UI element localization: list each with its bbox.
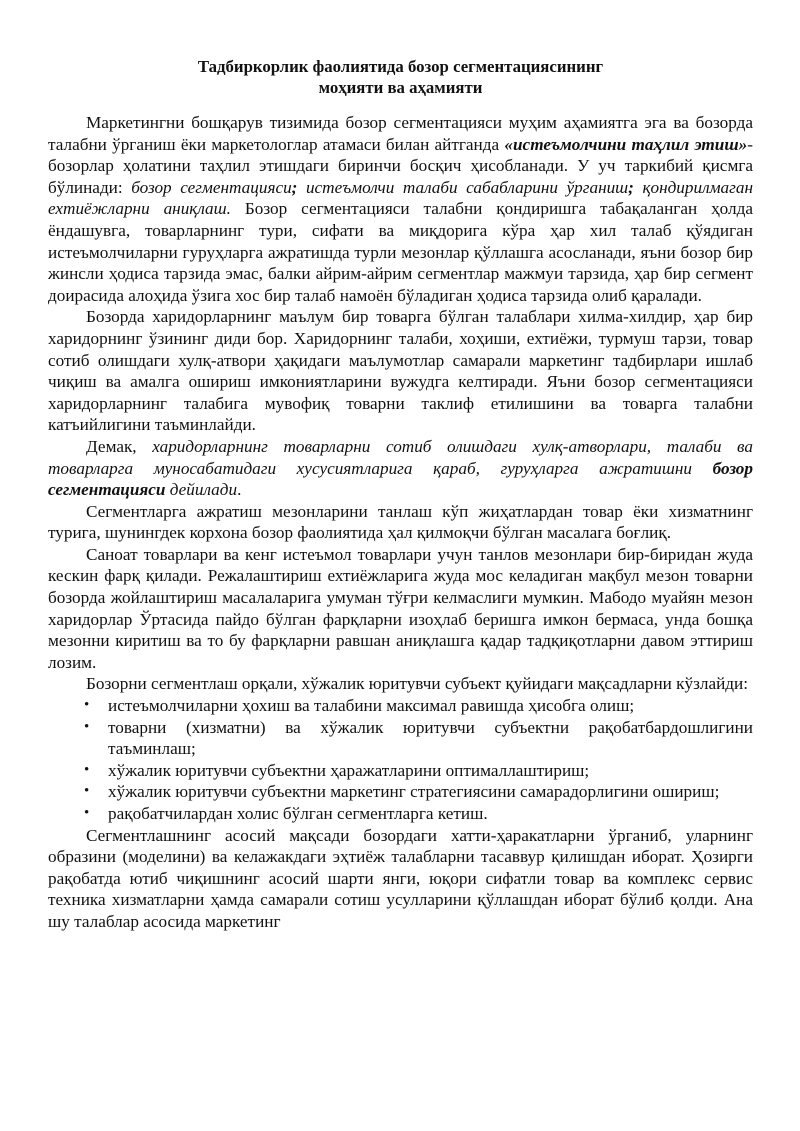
paragraph-4: Сегментларга ажратиш мезонларини танлаш кўп жиҳатлардан товар ёки хизматнинг турига, шунингдек корхона бозор фаолиятида ҳал қилмоқчи бўлган масалага боғлиқ. xyxy=(48,501,753,543)
paragraph-6: Бозорни сегментлаш орқали, хўжалик юритувчи субъект қуйидаги мақсадларни кўзлайди: xyxy=(86,674,748,694)
bullet-icon: • xyxy=(84,718,90,735)
paragraph-1 xyxy=(48,112,753,306)
bullet-text: истеъмолчиларни ҳохиш ва талабини максимал равишда ҳисобга олиш; xyxy=(108,696,635,716)
bullet-item xyxy=(48,803,753,825)
p1-text-i: Бозор сегментацияси талабни қондиришга табақаланган ҳолда ёндашувга, товарларнинг тури, сифати ва миқдорига кўра ҳар хил талаб қўядиган истеъмолчиларни гуруҳларга ажратишда турли мезонлар қўллашга асосланади, яъни бозор бир жинсли ҳодиса тарзида эмас, балки айрим-айрим сегментлар мажмуи тарзида, ҳар бир сегмент доирасида алоҳида ўзига хос бир талаб намоён бўладиган ҳодиса тарзида олиб қаралади. xyxy=(48,199,753,305)
paragraph-2: Бозорда харидорларнинг маълум бир товарга бўлган талаблари хилма-хилдир, ҳар бир харидорнинг ўзининг диди бор. Харидорнинг талаби, хоҳиши, ехтиёжи, турмуш тарзи, товар сотиб олишдаги хулқ-атвори ҳақидаги маълумотлар самарали маркетинг тадбирлари ишлаб чиқиш ва амалга ошириш имкониятларини вужудга келтиради. Яъни бозор сегментацияси харидорларнинг талабига мувофиқ товарни таклиф етилишини ва товарга талабни катъийлигини таъминлайди. xyxy=(48,307,753,435)
p3-text-a: Демак, xyxy=(86,436,153,456)
document-title xyxy=(48,56,753,98)
bullet-text: товарни (хизматни) ва хўжалик юритувчи субъектни рақобатбардошлигини таъминлаш; xyxy=(108,717,753,759)
title-line-2: моҳияти ва аҳамияти xyxy=(318,78,483,97)
p1-text-a: Маркетингни бошқарув тизимида бозор сегментацияси муҳим аҳамиятга эга ва бозорда талабни ўрганиш ёки маркетологлар атамаси билан айтганда xyxy=(48,113,753,154)
p1-italic-term-1: бозор сегментацияси xyxy=(131,177,292,197)
bullet-item xyxy=(48,760,753,782)
p3-period: . xyxy=(237,480,242,500)
p1-semicolon-2: ; xyxy=(628,177,634,197)
p1-text-c: - бозорлар ҳолатини таҳлил этишдаги биринчи босқич ҳисобланади. У уч таркибий қисмга бўлинади: xyxy=(48,134,753,197)
bullet-icon: • xyxy=(84,805,90,821)
bullet-text: рақобатчилардан холис бўлган сегментларга кетиш. xyxy=(108,804,488,823)
title-line-1: Тадбиркорлик фаолиятида бозор сегментациясининг xyxy=(197,57,604,76)
bullet-icon: • xyxy=(84,783,90,800)
document-page xyxy=(48,56,753,933)
p1-bold-italic-term: «истеъмолчини таҳлил этиш» xyxy=(504,134,748,154)
bullet-item xyxy=(48,695,753,717)
bullet-text: хўжалик юритувчи субъектни маркетинг стратегиясини самарадорлигини ошириш; xyxy=(108,782,720,802)
p1-semicolon-1: ; xyxy=(291,177,298,197)
paragraph-7: Сегментлашнинг асосий мақсади бозордаги хатти-ҳаракатларни ўрганиб, уларнинг образини (моделини) ва келажакдаги эҳтиёж талабларни тасаввур қилишдан иборат. Ҳозирги рақобатда ютиб чиқишнинг асосий шарти янги, юқори сифатли товар ва комплекс сервис техника хизматларни ҳамда самарали сотиш усулларини қўллашдан иборат бўлиб қолди. Ана шу талаблар асосида маркетинг xyxy=(48,825,753,931)
bullet-text: хўжалик юритувчи субъектни ҳаражатларини оптималлаштириш; xyxy=(108,760,590,780)
p1-italic-term-3: қондирилмаган ехтиёжларни аниқлаш. xyxy=(48,177,753,219)
p3-italic-definition: харидорларнинг товарларни сотиб олишдаги хулқ-атворлари, талаби ва товарларга муносабатидаги хусусиятларига қараб, гуруҳларга ажратишни xyxy=(48,436,753,478)
paragraph-5: Саноат товарлари ва кенг истеъмол товарлари учун танлов мезонлари бир-биридан жуда кескин фарқ қилади. Режалаштириш ехтиёжларига жуда мос келадиган мақбул мезон товарни бозорда жойлаштириш масалаларига умуман тўғри келмаслиги мумкин. Мабодо муайян мезон харидорлар Ўртасида пайдо бўлган фарқларни изоҳлаб беришга имкон бермаса, унда бошқа мезонни киритиш ва то бу фарқларни равшан аниқлашга қадар тадқиқотларни давом эттириш лозим. xyxy=(48,544,753,672)
bullet-item xyxy=(48,781,753,803)
bullet-item xyxy=(48,717,753,760)
p1-italic-term-2: истеъмолчи талаби сабабларини ўрганиш xyxy=(297,177,629,197)
goals-bullet-list xyxy=(48,695,753,825)
paragraph-3 xyxy=(48,436,753,501)
bullet-icon: • xyxy=(84,761,90,778)
p3-bold-italic-term: бозор сегментацияси xyxy=(48,458,753,500)
p3-italic-ending: дейилади xyxy=(165,480,238,500)
bullet-icon: • xyxy=(84,697,90,714)
